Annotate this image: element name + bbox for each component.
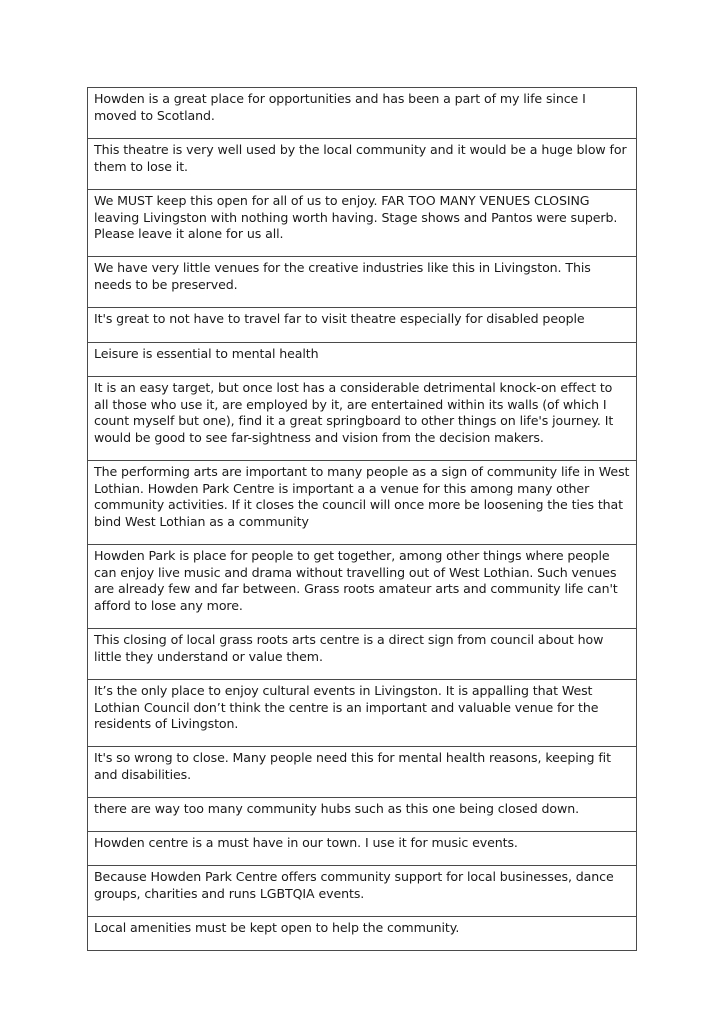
comments-table <box>87 87 637 951</box>
table-row <box>88 461 637 545</box>
table-row <box>88 832 637 866</box>
table-row <box>88 343 637 377</box>
comment-cell: Leisure is essential to mental health <box>88 343 637 377</box>
comment-cell: Howden is a great place for opportunities and has been a part of my life since I moved to Scotland. <box>88 88 637 139</box>
comment-cell: there are way too many community hubs such as this one being closed down. <box>88 798 637 832</box>
table-row <box>88 680 637 747</box>
comment-cell: It's so wrong to close. Many people need this for mental health reasons, keeping fit and disabilities. <box>88 747 637 798</box>
comment-cell: It's great to not have to travel far to visit theatre especially for disabled people <box>88 308 637 343</box>
table-row <box>88 377 637 461</box>
comment-cell: Howden centre is a must have in our town. I use it for music events. <box>88 832 637 866</box>
table-row <box>88 308 637 343</box>
comment-cell: This closing of local grass roots arts centre is a direct sign from council about how little they understand or value them. <box>88 629 637 680</box>
table-row <box>88 190 637 257</box>
table-row <box>88 629 637 680</box>
comment-cell: The performing arts are important to many people as a sign of community life in West Lothian. Howden Park Centre is important a a venue for this among many other community activities. If it closes the council will once more be loosening the ties that bind West Lothian as a community <box>88 461 637 545</box>
comment-cell: It’s the only place to enjoy cultural events in Livingston. It is appalling that West Lothian Council don’t think the centre is an important and valuable venue for the residents of Livingston. <box>88 680 637 747</box>
table-row <box>88 917 637 951</box>
table-row <box>88 139 637 190</box>
comment-cell: We MUST keep this open for all of us to enjoy. FAR TOO MANY VENUES CLOSING leaving Livingston with nothing worth having. Stage shows and Pantos were superb. Please leave it alone for us all. <box>88 190 637 257</box>
table-row <box>88 798 637 832</box>
comment-cell: We have very little venues for the creative industries like this in Livingston. This needs to be preserved. <box>88 257 637 308</box>
comment-cell: It is an easy target, but once lost has a considerable detrimental knock-on effect to all those who use it, are employed by it, are entertained within its walls (of which I count myself but one), find it a great springboard to other things on life's journey. It would be good to see far-sightness and vision from the decision makers. <box>88 377 637 461</box>
comment-cell: Howden Park is place for people to get together, among other things where people can enjoy live music and drama without travelling out of West Lothian. Such venues are already few and far between. Grass roots amateur arts and community life can't afford to lose any more. <box>88 545 637 629</box>
table-row <box>88 866 637 917</box>
comment-cell: Local amenities must be kept open to help the community. <box>88 917 637 951</box>
comment-cell: Because Howden Park Centre offers community support for local businesses, dance groups, charities and runs LGBTQIA events. <box>88 866 637 917</box>
table-row <box>88 257 637 308</box>
table-row <box>88 545 637 629</box>
table-row <box>88 88 637 139</box>
comment-cell: This theatre is very well used by the local community and it would be a huge blow for them to lose it. <box>88 139 637 190</box>
table-row <box>88 747 637 798</box>
